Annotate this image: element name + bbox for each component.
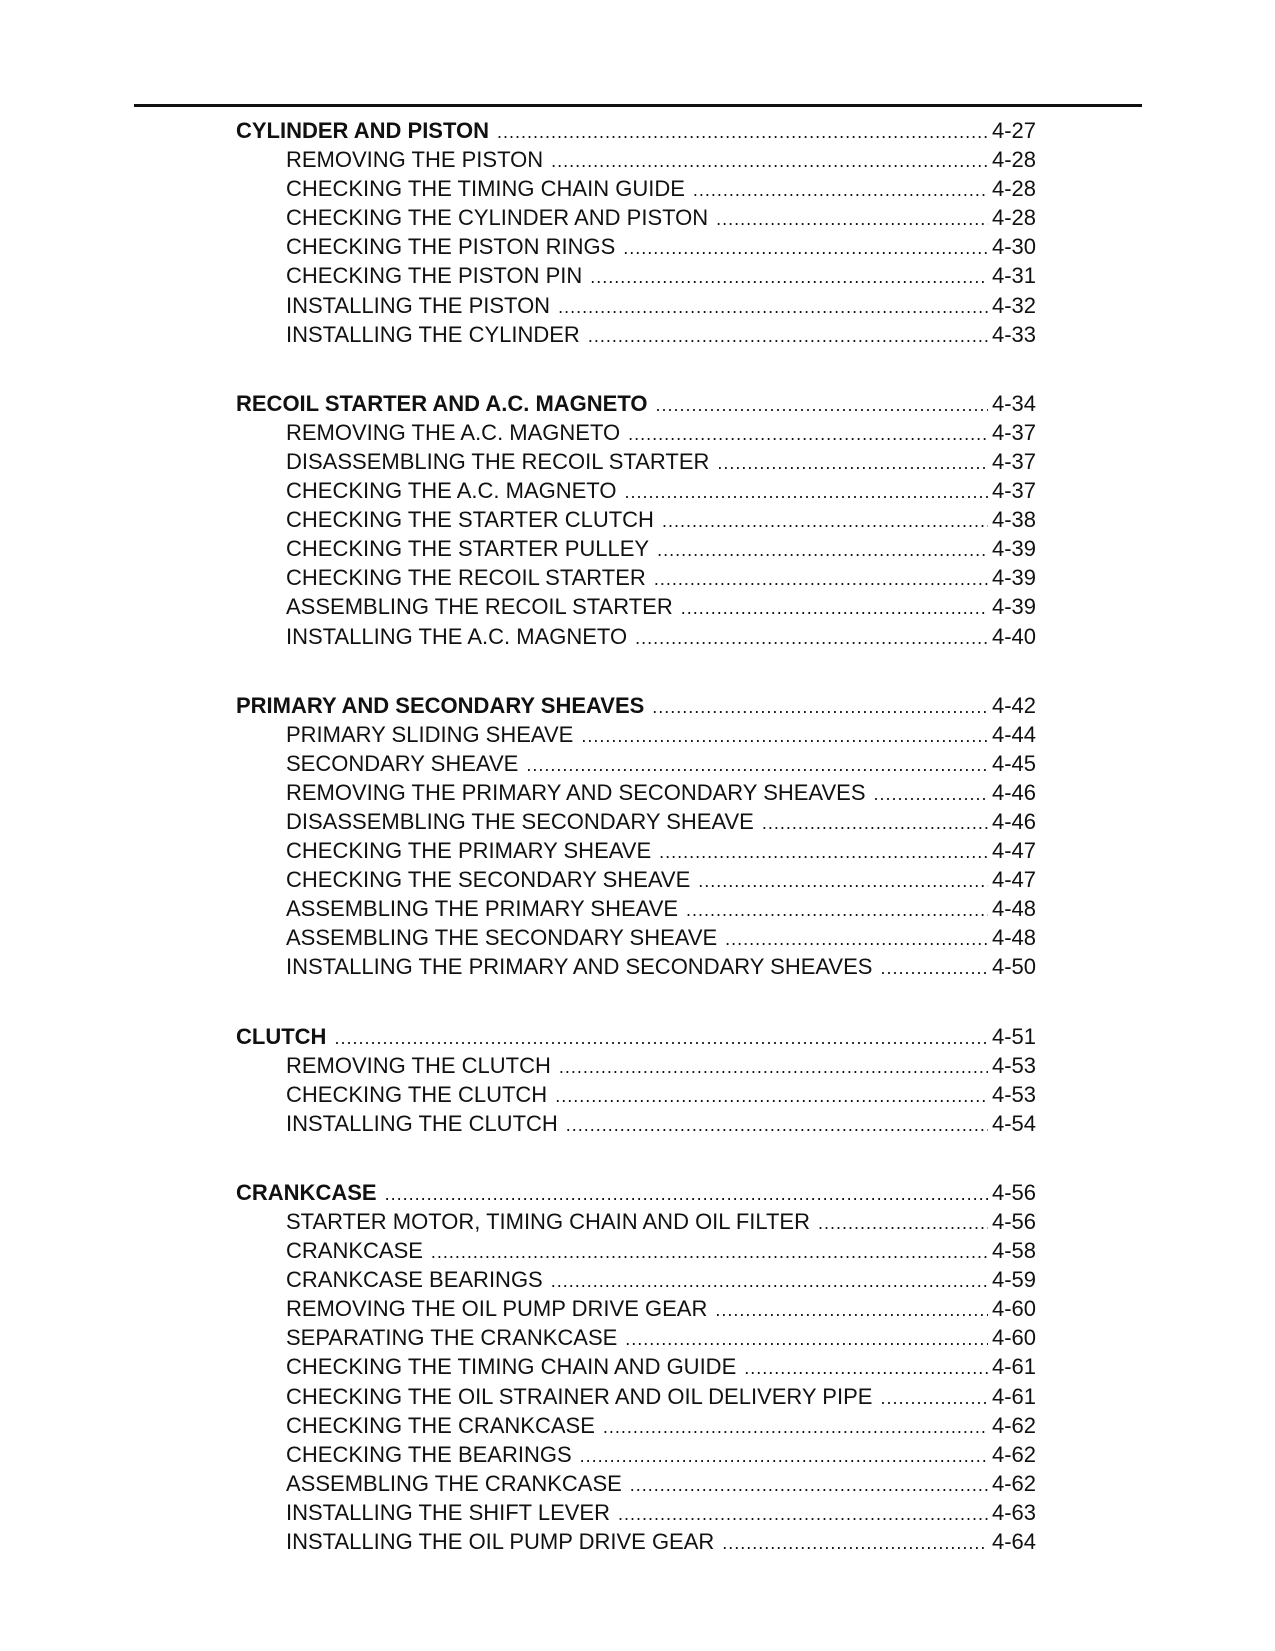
entry-title: CHECKING THE A.C. MAGNETO — [286, 478, 617, 504]
entry-page-number: 4-27 — [991, 118, 1036, 143]
entry-page-number: 4-62 — [991, 1412, 1036, 1438]
toc-entry[interactable] — [236, 1323, 1036, 1352]
toc-entry[interactable] — [236, 232, 1036, 261]
toc-section-heading[interactable] — [236, 1178, 1036, 1207]
toc-entry[interactable] — [236, 534, 1036, 563]
toc-section-heading[interactable] — [236, 691, 1036, 720]
entry-title: INSTALLING THE SHIFT LEVER — [286, 1499, 610, 1525]
dot-leader — [555, 1082, 988, 1109]
table-of-contents — [236, 116, 1036, 1596]
toc-entry[interactable] — [236, 720, 1036, 749]
dot-leader — [630, 1471, 988, 1498]
entry-page-number: 4-63 — [991, 1499, 1036, 1525]
dot-leader — [551, 1267, 988, 1294]
dot-leader — [588, 322, 988, 349]
entry-page-number: 4-64 — [991, 1529, 1036, 1555]
entry-page-number: 4-37 — [991, 478, 1036, 504]
dot-leader — [722, 1529, 988, 1556]
entry-page-number: 4-50 — [991, 954, 1036, 980]
dot-leader — [874, 780, 988, 807]
entry-title: INSTALLING THE A.C. MAGNETO — [286, 623, 628, 649]
entry-page-number: 4-47 — [991, 838, 1036, 864]
toc-entry[interactable] — [236, 291, 1036, 320]
dot-leader — [698, 867, 988, 894]
dot-leader — [662, 507, 988, 534]
entry-title: CHECKING THE STARTER PULLEY — [286, 536, 650, 562]
dot-leader — [618, 1500, 988, 1527]
entry-page-number: 4-32 — [991, 292, 1036, 318]
entry-title: STARTER MOTOR, TIMING CHAIN AND OIL FILTER — [286, 1209, 810, 1234]
dot-leader — [686, 896, 988, 923]
entry-title: REMOVING THE PISTON — [286, 147, 544, 173]
entry-title: CHECKING THE SECONDARY SHEAVE — [286, 867, 691, 893]
entry-title: SEPARATING THE CRANKCASE — [286, 1325, 618, 1351]
toc-entry[interactable] — [236, 1265, 1036, 1294]
entry-title: CRANKCASE — [236, 1179, 377, 1205]
dot-leader — [744, 1354, 988, 1381]
entry-page-number: 4-38 — [991, 507, 1036, 533]
dot-leader — [657, 536, 988, 563]
entry-title: CHECKING THE PRIMARY SHEAVE — [286, 838, 652, 864]
toc-entry[interactable] — [236, 447, 1036, 476]
toc-entry[interactable] — [236, 1294, 1036, 1323]
entry-title: CHECKING THE TIMING CHAIN AND GUIDE — [286, 1354, 737, 1380]
entry-title: CRANKCASE — [286, 1238, 423, 1264]
toc-entry[interactable] — [236, 174, 1036, 203]
dot-leader — [818, 1209, 988, 1236]
entry-page-number: 4-34 — [991, 390, 1036, 416]
dot-leader — [715, 1296, 988, 1323]
entry-title: ASSEMBLING THE SECONDARY SHEAVE — [286, 925, 718, 951]
entry-title: REMOVING THE OIL PUMP DRIVE GEAR — [286, 1296, 708, 1322]
dot-leader — [656, 391, 988, 418]
entry-title: CLUTCH — [236, 1023, 327, 1049]
toc-entry[interactable] — [236, 1109, 1036, 1138]
toc-entry[interactable] — [236, 261, 1036, 290]
entry-page-number: 4-53 — [991, 1081, 1036, 1107]
entry-page-number: 4-51 — [991, 1023, 1036, 1049]
toc-entry[interactable] — [236, 145, 1036, 174]
entry-page-number: 4-62 — [991, 1441, 1036, 1467]
entry-page-number: 4-48 — [991, 896, 1036, 922]
toc-section-heading[interactable] — [236, 1022, 1036, 1051]
toc-entry[interactable] — [236, 807, 1036, 836]
dot-leader — [581, 722, 988, 749]
dot-leader — [590, 263, 988, 290]
entry-page-number: 4-46 — [991, 779, 1036, 805]
entry-title: ASSEMBLING THE CRANKCASE — [286, 1470, 622, 1496]
toc-entry[interactable] — [236, 1207, 1036, 1236]
entry-title: INSTALLING THE CYLINDER — [286, 321, 580, 347]
dot-leader — [717, 449, 988, 476]
entry-title: CYLINDER AND PISTON — [236, 118, 490, 143]
entry-page-number: 4-42 — [991, 692, 1036, 718]
toc-entry[interactable] — [236, 1498, 1036, 1527]
toc-entry[interactable] — [236, 923, 1036, 952]
dot-leader — [526, 751, 988, 778]
entry-title: CHECKING THE OIL STRAINER AND OIL DELIVERY PIPE — [286, 1383, 873, 1409]
toc-section — [236, 389, 1036, 651]
dot-leader — [334, 1024, 988, 1051]
entry-page-number: 4-30 — [991, 234, 1036, 260]
toc-section — [236, 116, 1036, 349]
toc-entry[interactable] — [236, 1051, 1036, 1080]
toc-entry[interactable] — [236, 320, 1036, 349]
entry-page-number: 4-45 — [991, 750, 1036, 776]
toc-entry[interactable] — [236, 865, 1036, 894]
entry-page-number: 4-58 — [991, 1238, 1036, 1264]
entry-title: CHECKING THE PISTON RINGS — [286, 234, 616, 260]
entry-title: REMOVING THE PRIMARY AND SECONDARY SHEAVES — [286, 779, 866, 805]
entry-title: CHECKING THE BEARINGS — [286, 1441, 572, 1467]
toc-entry[interactable] — [236, 1440, 1036, 1469]
entry-title: CHECKING THE RECOIL STARTER — [286, 565, 646, 591]
entry-title: INSTALLING THE CLUTCH — [286, 1110, 558, 1136]
entry-page-number: 4-33 — [991, 321, 1036, 347]
entry-page-number: 4-56 — [991, 1179, 1036, 1205]
entry-title: INSTALLING THE OIL PUMP DRIVE GEAR — [286, 1529, 715, 1555]
entry-title: CHECKING THE STARTER CLUTCH — [286, 507, 654, 533]
toc-entry[interactable] — [236, 563, 1036, 592]
dot-leader — [559, 1053, 988, 1080]
entry-page-number: 4-39 — [991, 594, 1036, 620]
dot-leader — [654, 565, 988, 592]
entry-title: CHECKING THE CRANKCASE — [286, 1412, 595, 1438]
toc-entry[interactable] — [236, 418, 1036, 447]
entry-title: PRIMARY SLIDING SHEAVE — [286, 721, 574, 747]
entry-page-number: 4-44 — [991, 721, 1036, 747]
toc-entry[interactable] — [236, 1080, 1036, 1109]
dot-leader — [635, 624, 988, 651]
dot-leader — [624, 478, 987, 505]
entry-page-number: 4-59 — [991, 1267, 1036, 1293]
entry-page-number: 4-37 — [991, 448, 1036, 474]
dot-leader — [431, 1238, 988, 1265]
dot-leader — [628, 420, 988, 447]
toc-entry[interactable] — [236, 1382, 1036, 1411]
entry-title: RECOIL STARTER AND A.C. MAGNETO — [236, 390, 648, 416]
entry-page-number: 4-61 — [991, 1354, 1036, 1380]
entry-title: PRIMARY AND SECONDARY SHEAVES — [236, 692, 645, 718]
toc-section — [236, 691, 1036, 982]
entry-title: ASSEMBLING THE RECOIL STARTER — [286, 594, 673, 620]
entry-page-number: 4-53 — [991, 1052, 1036, 1078]
dot-leader — [880, 954, 988, 981]
dot-leader — [659, 838, 988, 865]
toc-section — [236, 1022, 1036, 1138]
dot-leader — [652, 693, 988, 720]
dot-leader — [725, 925, 988, 952]
toc-entry[interactable] — [236, 1411, 1036, 1440]
toc-entry[interactable] — [236, 836, 1036, 865]
dot-leader — [762, 809, 988, 836]
toc-section-heading[interactable] — [236, 389, 1036, 418]
dot-leader — [558, 293, 988, 320]
entry-title: CHECKING THE CYLINDER AND PISTON — [286, 205, 709, 231]
entry-page-number: 4-54 — [991, 1110, 1036, 1136]
entry-page-number: 4-56 — [991, 1209, 1036, 1234]
entry-title: REMOVING THE CLUTCH — [286, 1052, 551, 1078]
dot-leader — [625, 1325, 988, 1352]
entry-page-number: 4-62 — [991, 1470, 1036, 1496]
entry-title: INSTALLING THE PISTON — [286, 292, 551, 318]
entry-page-number: 4-28 — [991, 147, 1036, 173]
dot-leader — [880, 1384, 988, 1411]
entry-page-number: 4-28 — [991, 205, 1036, 231]
dot-leader — [580, 1442, 988, 1469]
dot-leader — [693, 176, 988, 203]
entry-title: SECONDARY SHEAVE — [286, 750, 519, 776]
toc-entry[interactable] — [236, 622, 1036, 651]
dot-leader — [497, 118, 988, 145]
toc-entry[interactable] — [236, 203, 1036, 232]
toc-section-heading[interactable] — [236, 116, 1036, 145]
entry-title: CHECKING THE CLUTCH — [286, 1081, 548, 1107]
entry-page-number: 4-46 — [991, 808, 1036, 834]
dot-leader — [603, 1413, 988, 1440]
entry-title: CRANKCASE BEARINGS — [286, 1267, 543, 1293]
entry-page-number: 4-39 — [991, 536, 1036, 562]
toc-entry[interactable] — [236, 1469, 1036, 1498]
entry-title: CHECKING THE TIMING CHAIN GUIDE — [286, 176, 685, 202]
entry-title: ASSEMBLING THE PRIMARY SHEAVE — [286, 896, 679, 922]
toc-entry[interactable] — [236, 778, 1036, 807]
entry-page-number: 4-40 — [991, 623, 1036, 649]
entry-page-number: 4-60 — [991, 1325, 1036, 1351]
entry-page-number: 4-48 — [991, 925, 1036, 951]
dot-leader — [623, 234, 988, 261]
entry-page-number: 4-37 — [991, 419, 1036, 445]
dot-leader — [681, 594, 988, 621]
entry-page-number: 4-60 — [991, 1296, 1036, 1322]
entry-page-number: 4-31 — [991, 263, 1036, 289]
entry-title: DISASSEMBLING THE SECONDARY SHEAVE — [286, 808, 754, 834]
dot-leader — [385, 1180, 988, 1207]
toc-entry[interactable] — [236, 592, 1036, 621]
entry-page-number: 4-47 — [991, 867, 1036, 893]
entry-page-number: 4-39 — [991, 565, 1036, 591]
entry-title: INSTALLING THE PRIMARY AND SECONDARY SHEAVES — [286, 954, 873, 980]
toc-entry[interactable] — [236, 505, 1036, 534]
dot-leader — [716, 205, 988, 232]
entry-page-number: 4-61 — [991, 1383, 1036, 1409]
toc-section — [236, 1178, 1036, 1556]
dot-leader — [566, 1111, 988, 1138]
toc-entry[interactable] — [236, 894, 1036, 923]
header-rule — [134, 104, 1142, 107]
entry-title: REMOVING THE A.C. MAGNETO — [286, 419, 621, 445]
entry-page-number: 4-28 — [991, 176, 1036, 202]
toc-entry[interactable] — [236, 952, 1036, 981]
entry-title: DISASSEMBLING THE RECOIL STARTER — [286, 448, 710, 474]
toc-entry[interactable] — [236, 749, 1036, 778]
toc-entry[interactable] — [236, 1236, 1036, 1265]
toc-entry[interactable] — [236, 1352, 1036, 1381]
toc-entry[interactable] — [236, 476, 1036, 505]
entry-title: CHECKING THE PISTON PIN — [286, 263, 583, 289]
dot-leader — [551, 147, 988, 174]
toc-entry[interactable] — [236, 1527, 1036, 1556]
